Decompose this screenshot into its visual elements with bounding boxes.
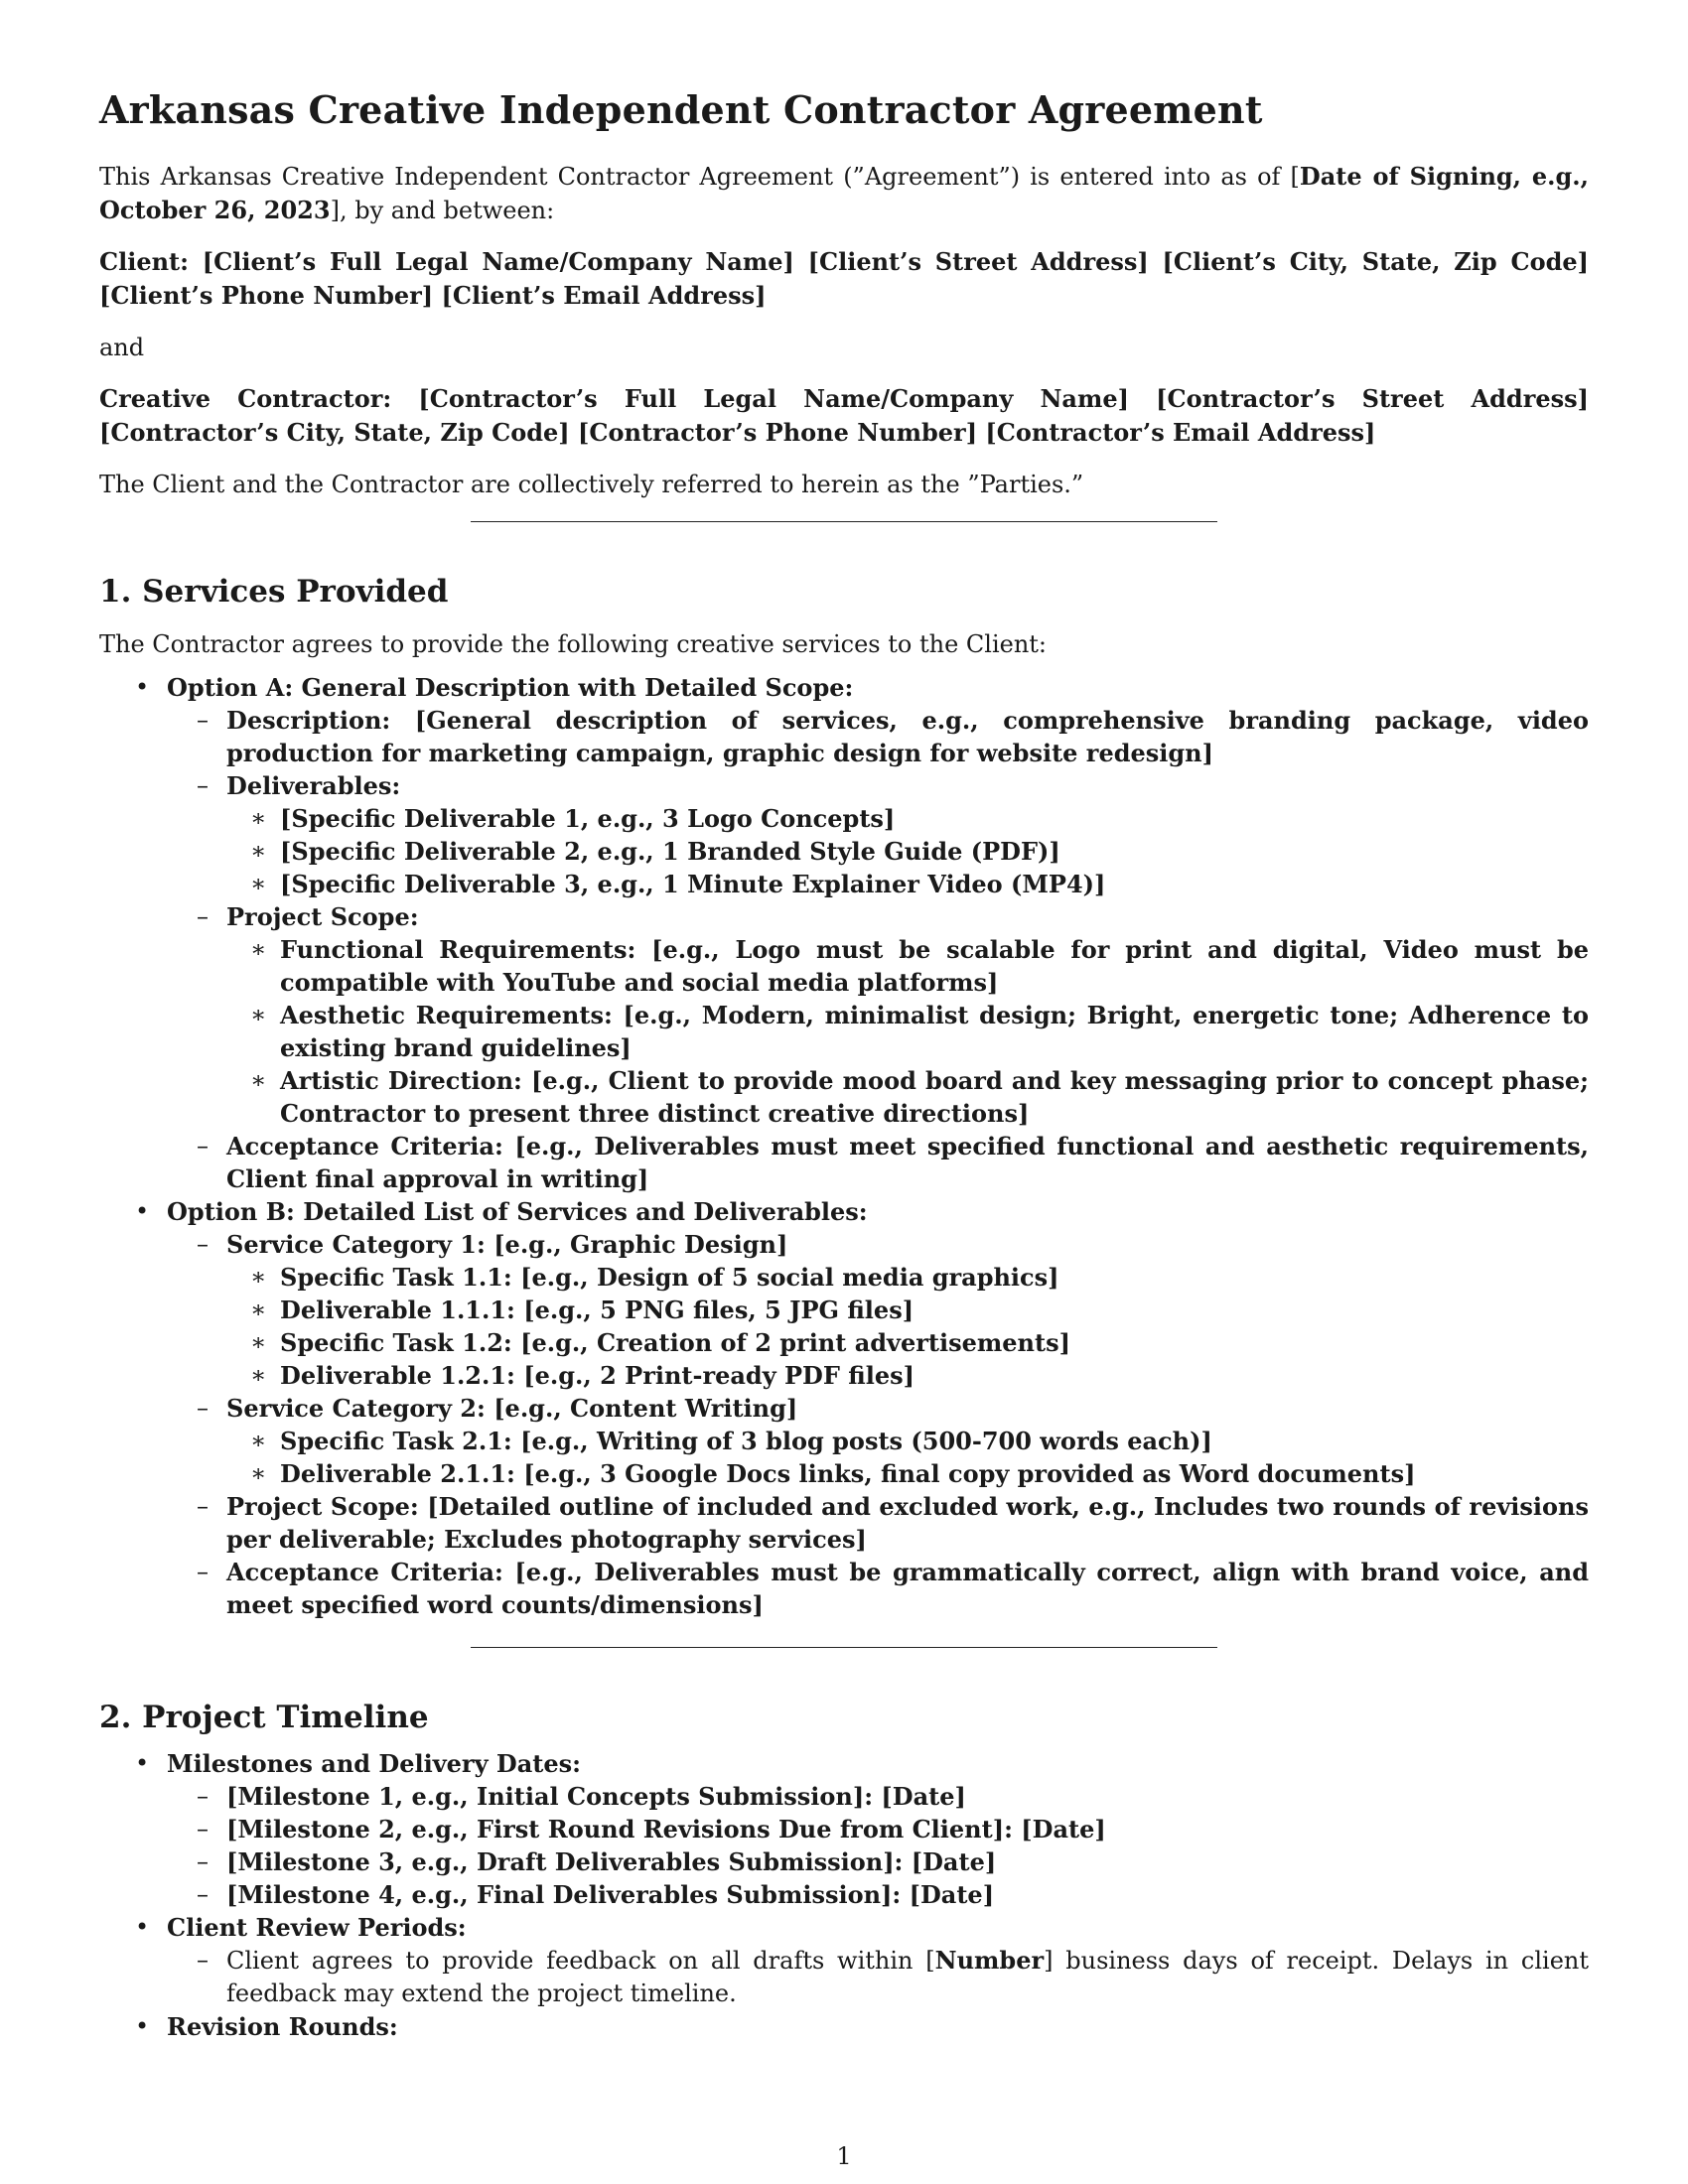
signing-date-placeholder: Date of Signing, e.g., October 26, 2023 (99, 162, 1589, 224)
list-item: – [Milestone 2, e.g., First Round Revisions Due from Client]: [Date] (197, 1815, 1106, 1843)
list-item: • Milestones and Delivery Dates: (135, 1749, 581, 1778)
section-2-heading: 2. Project Timeline (99, 1700, 429, 1735)
contractor-block: Creative Contractor: [Contractor’s Full Legal Name/Company Name] [Contractor’s Street Address] [Contractor’s City, State, Zip Code] [Contractor’s Phone Number] [Contractor’s Email Address] (99, 384, 1589, 447)
intro-paragraph (99, 160, 1589, 227)
list-item: ∗ [Specific Deliverable 2, e.g., 1 Branded Style Guide (PDF)] (250, 837, 1060, 866)
list-item: • Option A: General Description with Detailed Scope: (135, 673, 854, 702)
list-item: ∗ Deliverable 1.1.1: [e.g., 5 PNG files, 5 JPG files] (250, 1296, 914, 1324)
intro-text: This Arkansas Creative Independent Contractor Agreement (”Agreement”) is entered into as of [ (99, 163, 1300, 191)
list-item: • Revision Rounds: (135, 2012, 398, 2041)
list-item: • Client Review Periods: (135, 1913, 467, 1942)
list-item: ∗ [Specific Deliverable 3, e.g., 1 Minute Explainer Video (MP4)] (250, 870, 1106, 898)
document-page (99, 87, 1589, 2043)
list-item: – Project Scope: [Detailed outline of included and excluded work, e.g., Includes two rounds of revisions per deliverable; Excludes photography services] (197, 1492, 1589, 1554)
list-item: ∗ Deliverable 2.1.1: [e.g., 3 Google Docs links, final copy provided as Word documents] (250, 1459, 1416, 1488)
page-number: 1 (836, 2142, 852, 2170)
list-item: ∗ Functional Requirements: [e.g., Logo must be scalable for print and digital, Video must be compatible with YouTube and social media platforms] (250, 935, 1589, 997)
list-item: – Service Category 2: [e.g., Content Writing] (197, 1394, 798, 1423)
list-item: • Option B: Detailed List of Services and Deliverables: (135, 1197, 868, 1226)
list-item: – [Milestone 1, e.g., Initial Concepts Submission]: [Date] (197, 1782, 966, 1811)
list-item: ∗ Aesthetic Requirements: [e.g., Modern, minimalist design; Bright, energetic tone; Adherence to existing brand guidelines] (250, 1001, 1589, 1062)
section-1-intro: The Contractor agrees to provide the following creative services to the Client: (99, 630, 1048, 658)
list-item: – Description: [General description of services, e.g., comprehensive branding package, video production for marketing campaign, graphic design for website redesign] (197, 706, 1589, 767)
list-item: ∗ Specific Task 1.2: [e.g., Creation of 2 print advertisements] (250, 1328, 1070, 1357)
list-item: – Service Category 1: [e.g., Graphic Design] (197, 1230, 788, 1259)
list-item: – Deliverables: (197, 771, 401, 800)
list-item: – Client agrees to provide feedback on all drafts within [Number] business days of receipt. Delays in client feedback may extend the project timeline. (197, 1946, 1589, 2007)
intro-text-end: ], by and between: (330, 197, 555, 224)
and-text: and (99, 334, 145, 361)
parties-paragraph: The Client and the Contractor are collectively referred to herein as the ”Parties.” (99, 471, 1084, 498)
section-divider (471, 521, 1217, 522)
list-item: ∗ Specific Task 1.1: [e.g., Design of 5 social media graphics] (250, 1263, 1059, 1292)
list-item: – [Milestone 4, e.g., Final Deliverables Submission]: [Date] (197, 1880, 995, 1909)
section-divider (471, 1647, 1217, 1648)
document-title: Arkansas Creative Independent Contractor Agreement (99, 87, 1263, 132)
list-item: – [Milestone 3, e.g., Draft Deliverables Submission]: [Date] (197, 1847, 997, 1876)
services-list (99, 671, 1589, 1621)
list-item: ∗ Specific Task 2.1: [e.g., Writing of 3 blog posts (500-700 words each)] (250, 1427, 1212, 1455)
list-item: – Acceptance Criteria: [e.g., Deliverables must meet specified functional and aesthetic requirements, Client final approval in writing] (197, 1132, 1589, 1193)
client-block: Client: [Client’s Full Legal Name/Company Name] [Client’s Street Address] [Client’s City, State, Zip Code] [Client’s Phone Number] [Client’s Email Address] (99, 247, 1589, 310)
list-item: ∗ Deliverable 1.2.1: [e.g., 2 Print-ready PDF files] (250, 1361, 914, 1390)
timeline-list (99, 1747, 1589, 2043)
list-item: ∗ [Specific Deliverable 1, e.g., 3 Logo Concepts] (250, 804, 896, 833)
list-item: – Project Scope: (197, 902, 419, 931)
list-item: ∗ Artistic Direction: [e.g., Client to provide mood board and key messaging prior to concept phase; Contractor to present three distinct creative directions] (250, 1066, 1589, 1128)
list-item: – Acceptance Criteria: [e.g., Deliverables must be grammatically correct, align with brand voice, and meet specified word counts/dimensions] (197, 1558, 1589, 1619)
section-1-heading: 1. Services Provided (99, 574, 449, 610)
